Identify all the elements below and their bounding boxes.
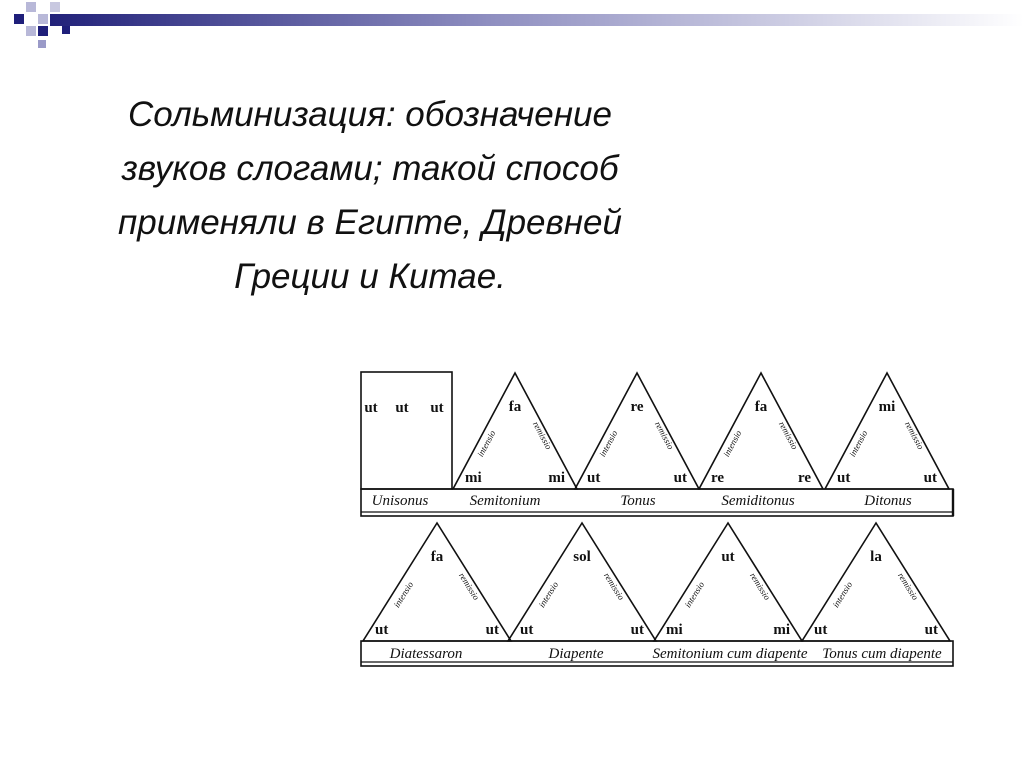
row1-top-syllable: mi [878,399,896,415]
row1-right-syllable: ut [673,470,687,486]
title-line: звуков слогами; такой способ [121,149,619,188]
row2-intensio-label: intensio [682,579,707,610]
unison-label: Unisonus [371,493,429,509]
row1-remissio-label: remissio [902,419,926,452]
row2-interval-label: Tonus cum diapente [822,646,942,662]
unison-syllable: ut [430,400,444,416]
row2-top-syllable: sol [573,549,591,565]
row1-remissio-label: remissio [776,419,800,452]
row2-remissio-label: remissio [456,570,482,602]
row2-intensio-label: intensio [536,579,561,610]
row2-intensio-label: intensio [391,579,416,610]
unison-box [361,372,452,489]
row1-intensio-label: intensio [847,428,870,459]
row2-interval-label: Diapente [548,646,604,662]
row1-top-syllable: fa [754,399,768,415]
row2-right-syllable: mi [773,622,790,638]
row1-interval-label: Tonus [620,493,656,509]
row2-top-syllable: ut [721,549,735,565]
row2-left-syllable: ut [520,622,534,638]
row2-remissio-label: remissio [895,570,921,602]
row1-right-syllable: ut [923,470,937,486]
row1-left-syllable: re [711,470,725,486]
row1-remissio-label: remissio [530,419,554,452]
row2-top-syllable: la [870,549,882,565]
row2-interval-label: Semitonium cum diapente [652,646,808,662]
row1-intensio-label: intensio [597,428,620,459]
row2-top-syllable: fa [430,549,444,565]
unison-syllable: ut [395,400,409,416]
row2-interval-label: Diatessaron [389,646,463,662]
row2-right-syllable: ut [485,622,499,638]
row1-interval-label: Ditonus [864,493,912,509]
row2-right-syllable: ut [630,622,644,638]
row1-left-syllable: mi [465,470,482,486]
row1-remissio-label: remissio [652,419,676,452]
row1-intensio-label: intensio [475,428,498,459]
row1-left-syllable: ut [837,470,851,486]
row1-intensio-label: intensio [721,428,744,459]
row2-remissio-label: remissio [601,570,627,602]
row1-interval-label: Semiditonus [721,493,795,509]
title-line: Сольминизация: обозначение [128,95,612,134]
row2-remissio-label: remissio [747,570,773,602]
row1-right-syllable: mi [548,470,565,486]
row2-left-syllable: ut [814,622,828,638]
unison-syllable: ut [364,400,378,416]
row1-top-syllable: re [630,399,644,415]
row2-left-syllable: ut [375,622,389,638]
row1-interval-label: Semitonium [469,493,541,509]
row2-left-syllable: mi [666,622,683,638]
row2-intensio-label: intensio [830,579,855,610]
title-line: применяли в Египте, Древней [118,203,622,242]
row1-top-syllable: fa [508,399,522,415]
row2-right-syllable: ut [924,622,938,638]
title-line: Греции и Китае. [234,257,506,296]
row1-left-syllable: ut [587,470,601,486]
row1-right-syllable: re [797,470,811,486]
